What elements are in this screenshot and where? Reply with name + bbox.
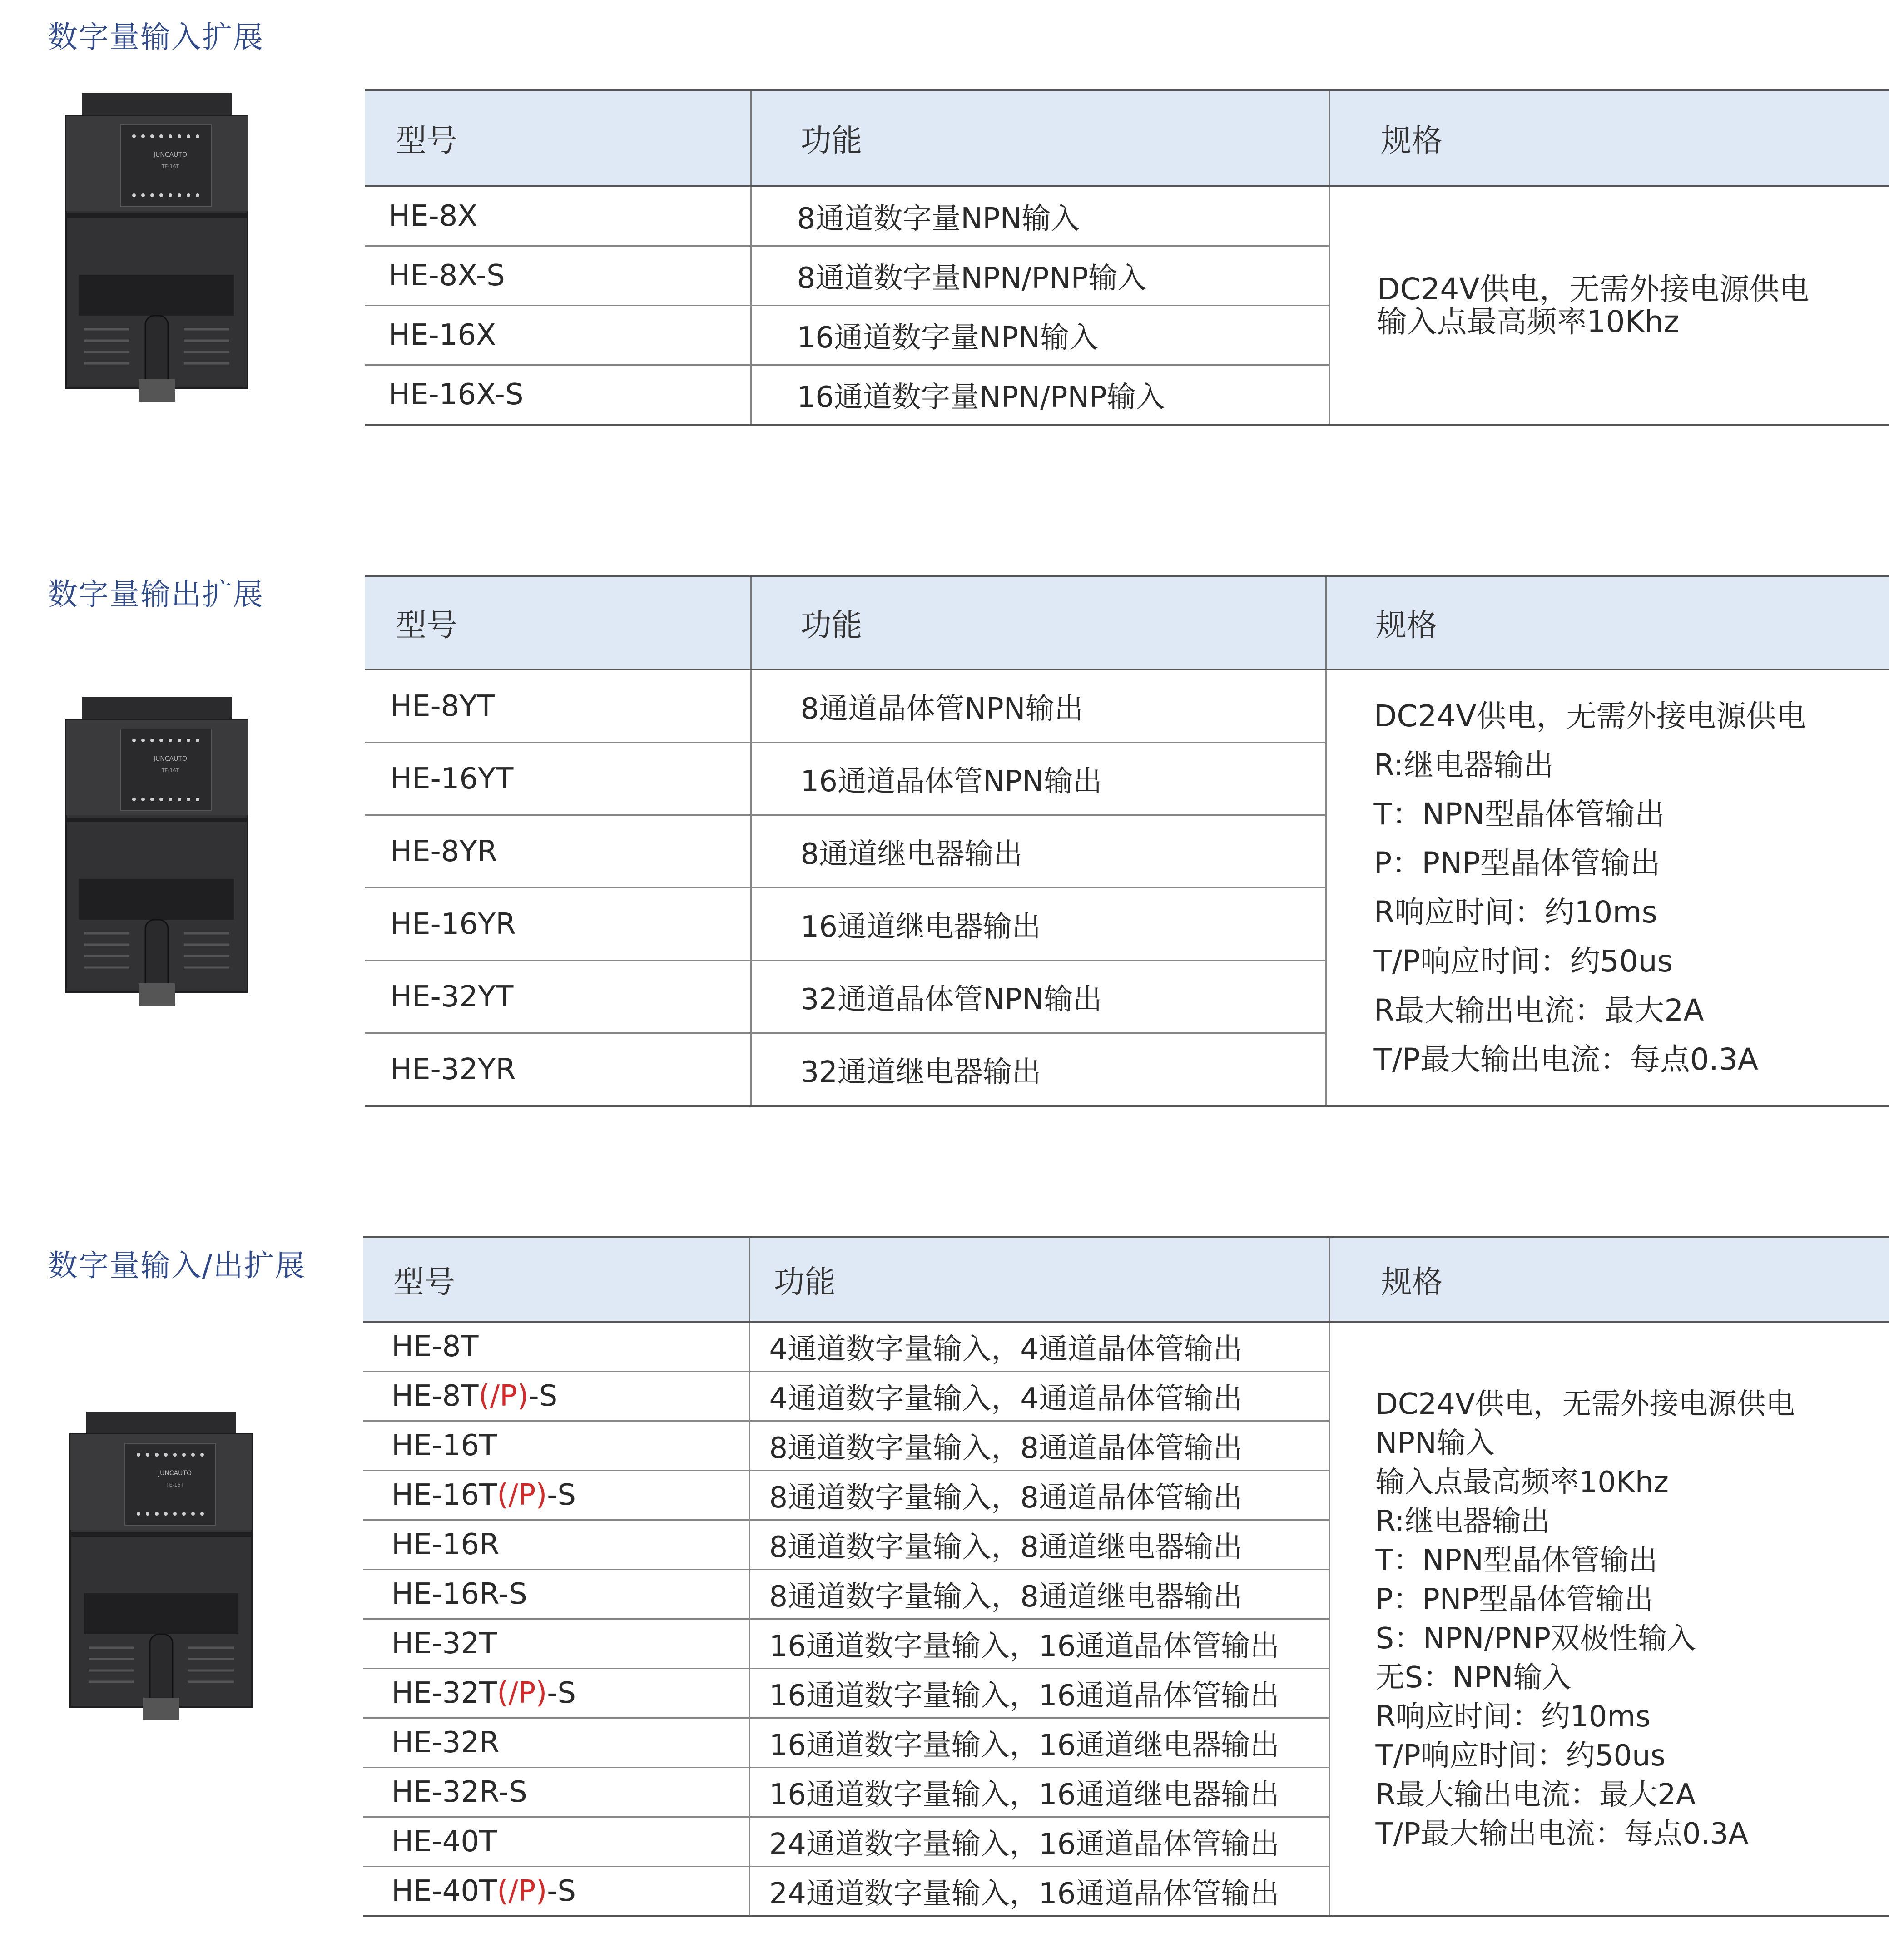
spec-cell bbox=[1329, 186, 1889, 425]
plc-module-image-input bbox=[61, 93, 252, 411]
device-brand-text: JUNCAUTO bbox=[158, 1470, 192, 1477]
plc-module-image-output bbox=[61, 697, 252, 1015]
function-cell: 16通道数字量NPN/PNP输入 bbox=[751, 365, 1329, 425]
model-cell: HE-8X bbox=[365, 186, 751, 246]
header-function: 功能 bbox=[749, 1237, 1329, 1322]
function-cell: 16通道数字量输入，16通道继电器输出 bbox=[749, 1718, 1329, 1768]
spec-line: DC24V供电，无需外接电源供电 bbox=[1375, 1387, 1795, 1421]
function-cell: 16通道晶体管NPN输出 bbox=[751, 743, 1326, 815]
header-spec: 规格 bbox=[1326, 576, 1889, 669]
model-cell: HE-16T bbox=[363, 1421, 749, 1471]
device-model-text: TE-16T bbox=[166, 1482, 184, 1488]
header-model: 型号 bbox=[365, 90, 751, 186]
function-cell: 8通道数字量NPN/PNP输入 bbox=[751, 246, 1329, 306]
model-cell: HE-32YT bbox=[365, 961, 751, 1033]
spec-cell bbox=[1329, 1322, 1889, 1916]
spec-line: NPN输入 bbox=[1375, 1426, 1495, 1460]
model-cell: HE-32R-S bbox=[363, 1768, 749, 1817]
model-cell: HE-32R bbox=[363, 1718, 749, 1768]
table-row bbox=[363, 1322, 1889, 1372]
spec-line: P：PNP型晶体管输出 bbox=[1375, 1582, 1654, 1616]
model-cell: HE-40T bbox=[363, 1817, 749, 1867]
spec-line: T/P响应时间：约50us bbox=[1373, 943, 1673, 979]
plc-module-image-io bbox=[66, 1412, 257, 1730]
function-cell: 16通道数字量输入，16通道晶体管输出 bbox=[749, 1619, 1329, 1669]
model-cell: HE-32T bbox=[363, 1619, 749, 1669]
spec-line: S：NPN/PNP双极性输入 bbox=[1375, 1621, 1696, 1655]
spec-line: R:继电器输出 bbox=[1375, 1504, 1550, 1538]
spec-line: T/P最大输出电流：每点0.3A bbox=[1375, 1817, 1749, 1851]
spec-line: DC24V供电，无需外接电源供电 bbox=[1377, 271, 1810, 307]
spec-line: R最大输出电流：最大2A bbox=[1373, 992, 1704, 1028]
function-cell: 32通道晶体管NPN输出 bbox=[751, 961, 1326, 1033]
function-cell: 8通道晶体管NPN输出 bbox=[751, 669, 1326, 743]
function-cell: 16通道数字量NPN输入 bbox=[751, 306, 1329, 365]
spec-line: P：PNP型晶体管输出 bbox=[1373, 845, 1661, 881]
section-title-digital-input: 数字量输入扩展 bbox=[48, 20, 264, 55]
model-cell: HE-16R bbox=[363, 1520, 749, 1570]
device-model-text: TE-16T bbox=[161, 768, 179, 773]
model-cell: HE-8T bbox=[363, 1322, 749, 1372]
spec-cell bbox=[1326, 669, 1889, 1106]
spec-line: T/P响应时间：约50us bbox=[1375, 1739, 1666, 1773]
spec-line: R最大输出电流：最大2A bbox=[1375, 1778, 1696, 1812]
plc-module-body bbox=[70, 1412, 252, 1720]
model-cell: HE-8T(/P)-S bbox=[363, 1372, 749, 1421]
model-cell: HE-8X-S bbox=[365, 246, 751, 306]
table-row bbox=[365, 186, 1889, 246]
header-function: 功能 bbox=[751, 90, 1329, 186]
model-cell: HE-16X bbox=[365, 306, 751, 365]
function-cell: 16通道继电器输出 bbox=[751, 888, 1326, 961]
function-cell: 8通道数字量输入，8通道继电器输出 bbox=[749, 1570, 1329, 1619]
function-cell: 8通道数字量NPN输入 bbox=[751, 186, 1329, 246]
header-model: 型号 bbox=[363, 1237, 749, 1322]
device-brand-text: JUNCAUTO bbox=[153, 151, 188, 159]
spec-table-input bbox=[365, 89, 1889, 426]
model-cell: HE-32YR bbox=[365, 1033, 751, 1106]
model-cell: HE-16YR bbox=[365, 888, 751, 961]
spec-line: 无S：NPN输入 bbox=[1375, 1660, 1572, 1695]
model-cell: HE-16T(/P)-S bbox=[363, 1471, 749, 1520]
model-cell: HE-8YT bbox=[365, 669, 751, 743]
model-cell: HE-32T(/P)-S bbox=[363, 1669, 749, 1718]
header-model: 型号 bbox=[365, 576, 751, 669]
model-cell: HE-8YR bbox=[365, 815, 751, 888]
function-cell: 4通道数字量输入，4通道晶体管输出 bbox=[749, 1372, 1329, 1421]
function-cell: 16通道数字量输入，16通道晶体管输出 bbox=[749, 1669, 1329, 1718]
model-cell: HE-16R-S bbox=[363, 1570, 749, 1619]
table-row bbox=[365, 669, 1889, 743]
device-brand-text: JUNCAUTO bbox=[153, 755, 188, 763]
function-cell: 16通道数字量输入，16通道继电器输出 bbox=[749, 1768, 1329, 1817]
plc-module-body bbox=[66, 93, 248, 402]
model-cell: HE-16X-S bbox=[365, 365, 751, 425]
section-title-digital-io: 数字量输入/出扩展 bbox=[48, 1248, 306, 1283]
function-cell: 24通道数字量输入，16通道晶体管输出 bbox=[749, 1817, 1329, 1867]
function-cell: 4通道数字量输入，4通道晶体管输出 bbox=[749, 1322, 1329, 1372]
plc-module-body bbox=[66, 697, 248, 1006]
device-model-text: TE-16T bbox=[161, 164, 179, 169]
spec-line: 输入点最高频率10Khz bbox=[1377, 304, 1680, 339]
spec-line: R:继电器输出 bbox=[1373, 747, 1554, 783]
spec-line: T/P最大输出电流：每点0.3A bbox=[1373, 1041, 1758, 1077]
model-cell: HE-40T(/P)-S bbox=[363, 1867, 749, 1917]
function-cell: 8通道数字量输入，8通道晶体管输出 bbox=[749, 1471, 1329, 1520]
header-function: 功能 bbox=[751, 576, 1326, 669]
function-cell: 8通道数字量输入，8通道继电器输出 bbox=[749, 1520, 1329, 1570]
header-spec: 规格 bbox=[1329, 90, 1889, 186]
spec-table-output bbox=[365, 575, 1889, 1107]
spec-table-io bbox=[363, 1236, 1889, 1917]
spec-line: T：NPN型晶体管输出 bbox=[1373, 796, 1665, 832]
spec-line: R响应时间：约10ms bbox=[1373, 894, 1658, 930]
function-cell: 8通道继电器输出 bbox=[751, 815, 1326, 888]
spec-line: T：NPN型晶体管输出 bbox=[1375, 1543, 1658, 1577]
section-title-digital-output: 数字量输出扩展 bbox=[48, 577, 264, 612]
spec-line: 输入点最高频率10Khz bbox=[1375, 1465, 1669, 1499]
model-cell: HE-16YT bbox=[365, 743, 751, 815]
spec-line: DC24V供电，无需外接电源供电 bbox=[1373, 698, 1806, 734]
function-cell: 24通道数字量输入，16通道晶体管输出 bbox=[749, 1867, 1329, 1917]
spec-line: R响应时间：约10ms bbox=[1375, 1700, 1651, 1734]
function-cell: 8通道数字量输入，8通道晶体管输出 bbox=[749, 1421, 1329, 1471]
function-cell: 32通道继电器输出 bbox=[751, 1033, 1326, 1106]
header-spec: 规格 bbox=[1329, 1237, 1889, 1322]
